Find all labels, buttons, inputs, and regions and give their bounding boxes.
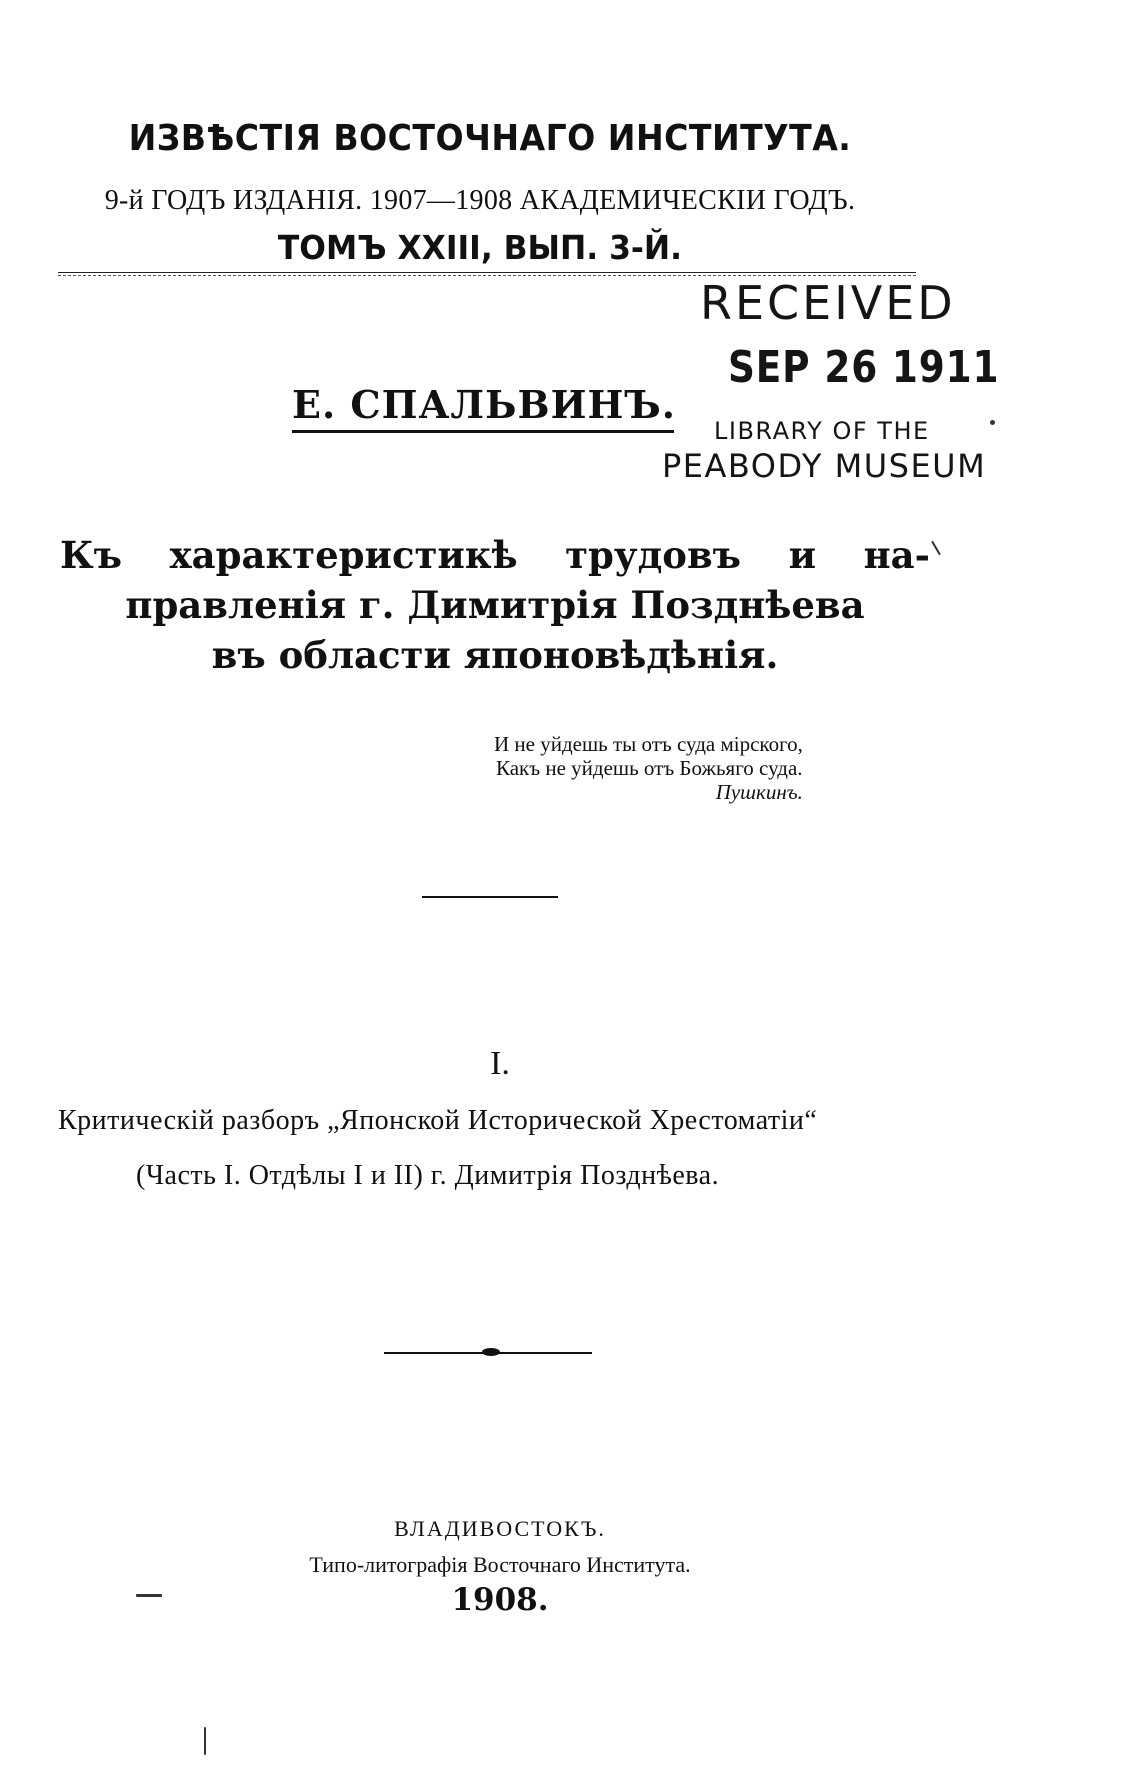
stamp-date: SEP 26 1911 (728, 342, 1000, 393)
section-number: I. (490, 1045, 510, 1082)
imprint-city: ВЛАДИВОСТОКЪ. (394, 1516, 606, 1541)
author-name: Е. СПАЛЬВИНЪ. (292, 382, 676, 427)
stamp-library: LIBRARY OF THE (714, 417, 930, 445)
imprint-year: 1908. (451, 1582, 549, 1618)
stamp-museum: PEABODY MUSEUM (662, 447, 987, 485)
scan-speck (136, 1594, 162, 1597)
imprint-press: Типо-литографія Восточнаго Института. (309, 1552, 691, 1577)
scan-speck (990, 420, 995, 425)
publication-year-line: 9-й ГОДЪ ИЗДАНІЯ. 1907—1908 АКАДЕМИЧЕСКІИ ГОДЪ. (104, 185, 856, 216)
ornament-dot (482, 1348, 500, 1356)
stamp-received: RECEIVED (700, 276, 956, 330)
epigraph (494, 732, 803, 804)
section-heading-line-1: Критическій разборъ „Японской Исторической Хрестоматіи“ (58, 1105, 818, 1136)
scan-speck (931, 541, 941, 556)
journal-title: ИЗВѢСТІЯ ВОСТОЧНАГО ИНСТИТУТА. (128, 118, 852, 159)
epigraph-line-2: Какъ не уйдешь отъ Божьяго суда. (496, 756, 803, 780)
title-word: и (788, 533, 817, 577)
work-title-line-3: въ области японовѣдѣнія. (211, 633, 779, 677)
title-word: трудовъ (565, 533, 742, 577)
title-word: Къ (60, 533, 123, 577)
volume-line: ТОМЪ XXIII, ВЫП. 3-Й. (277, 228, 683, 267)
section-heading-line-2: (Часть I. Отдѣлы I и II) г. Димитрія Позднѣева. (136, 1160, 720, 1191)
work-title-line-1 (60, 530, 930, 580)
title-word: характеристикѣ (169, 533, 518, 577)
author-underline (292, 430, 674, 433)
epigraph-line-1: И не уйдешь ты отъ суда мірского, (494, 732, 803, 756)
work-title (60, 530, 930, 680)
title-word: на- (863, 533, 930, 577)
scan-speck (204, 1727, 206, 1755)
epigraph-attribution: Пушкинъ. (715, 780, 803, 804)
divider-rule (422, 896, 558, 898)
work-title-line-2: правленія г. Димитрія Позднѣева (125, 583, 865, 627)
